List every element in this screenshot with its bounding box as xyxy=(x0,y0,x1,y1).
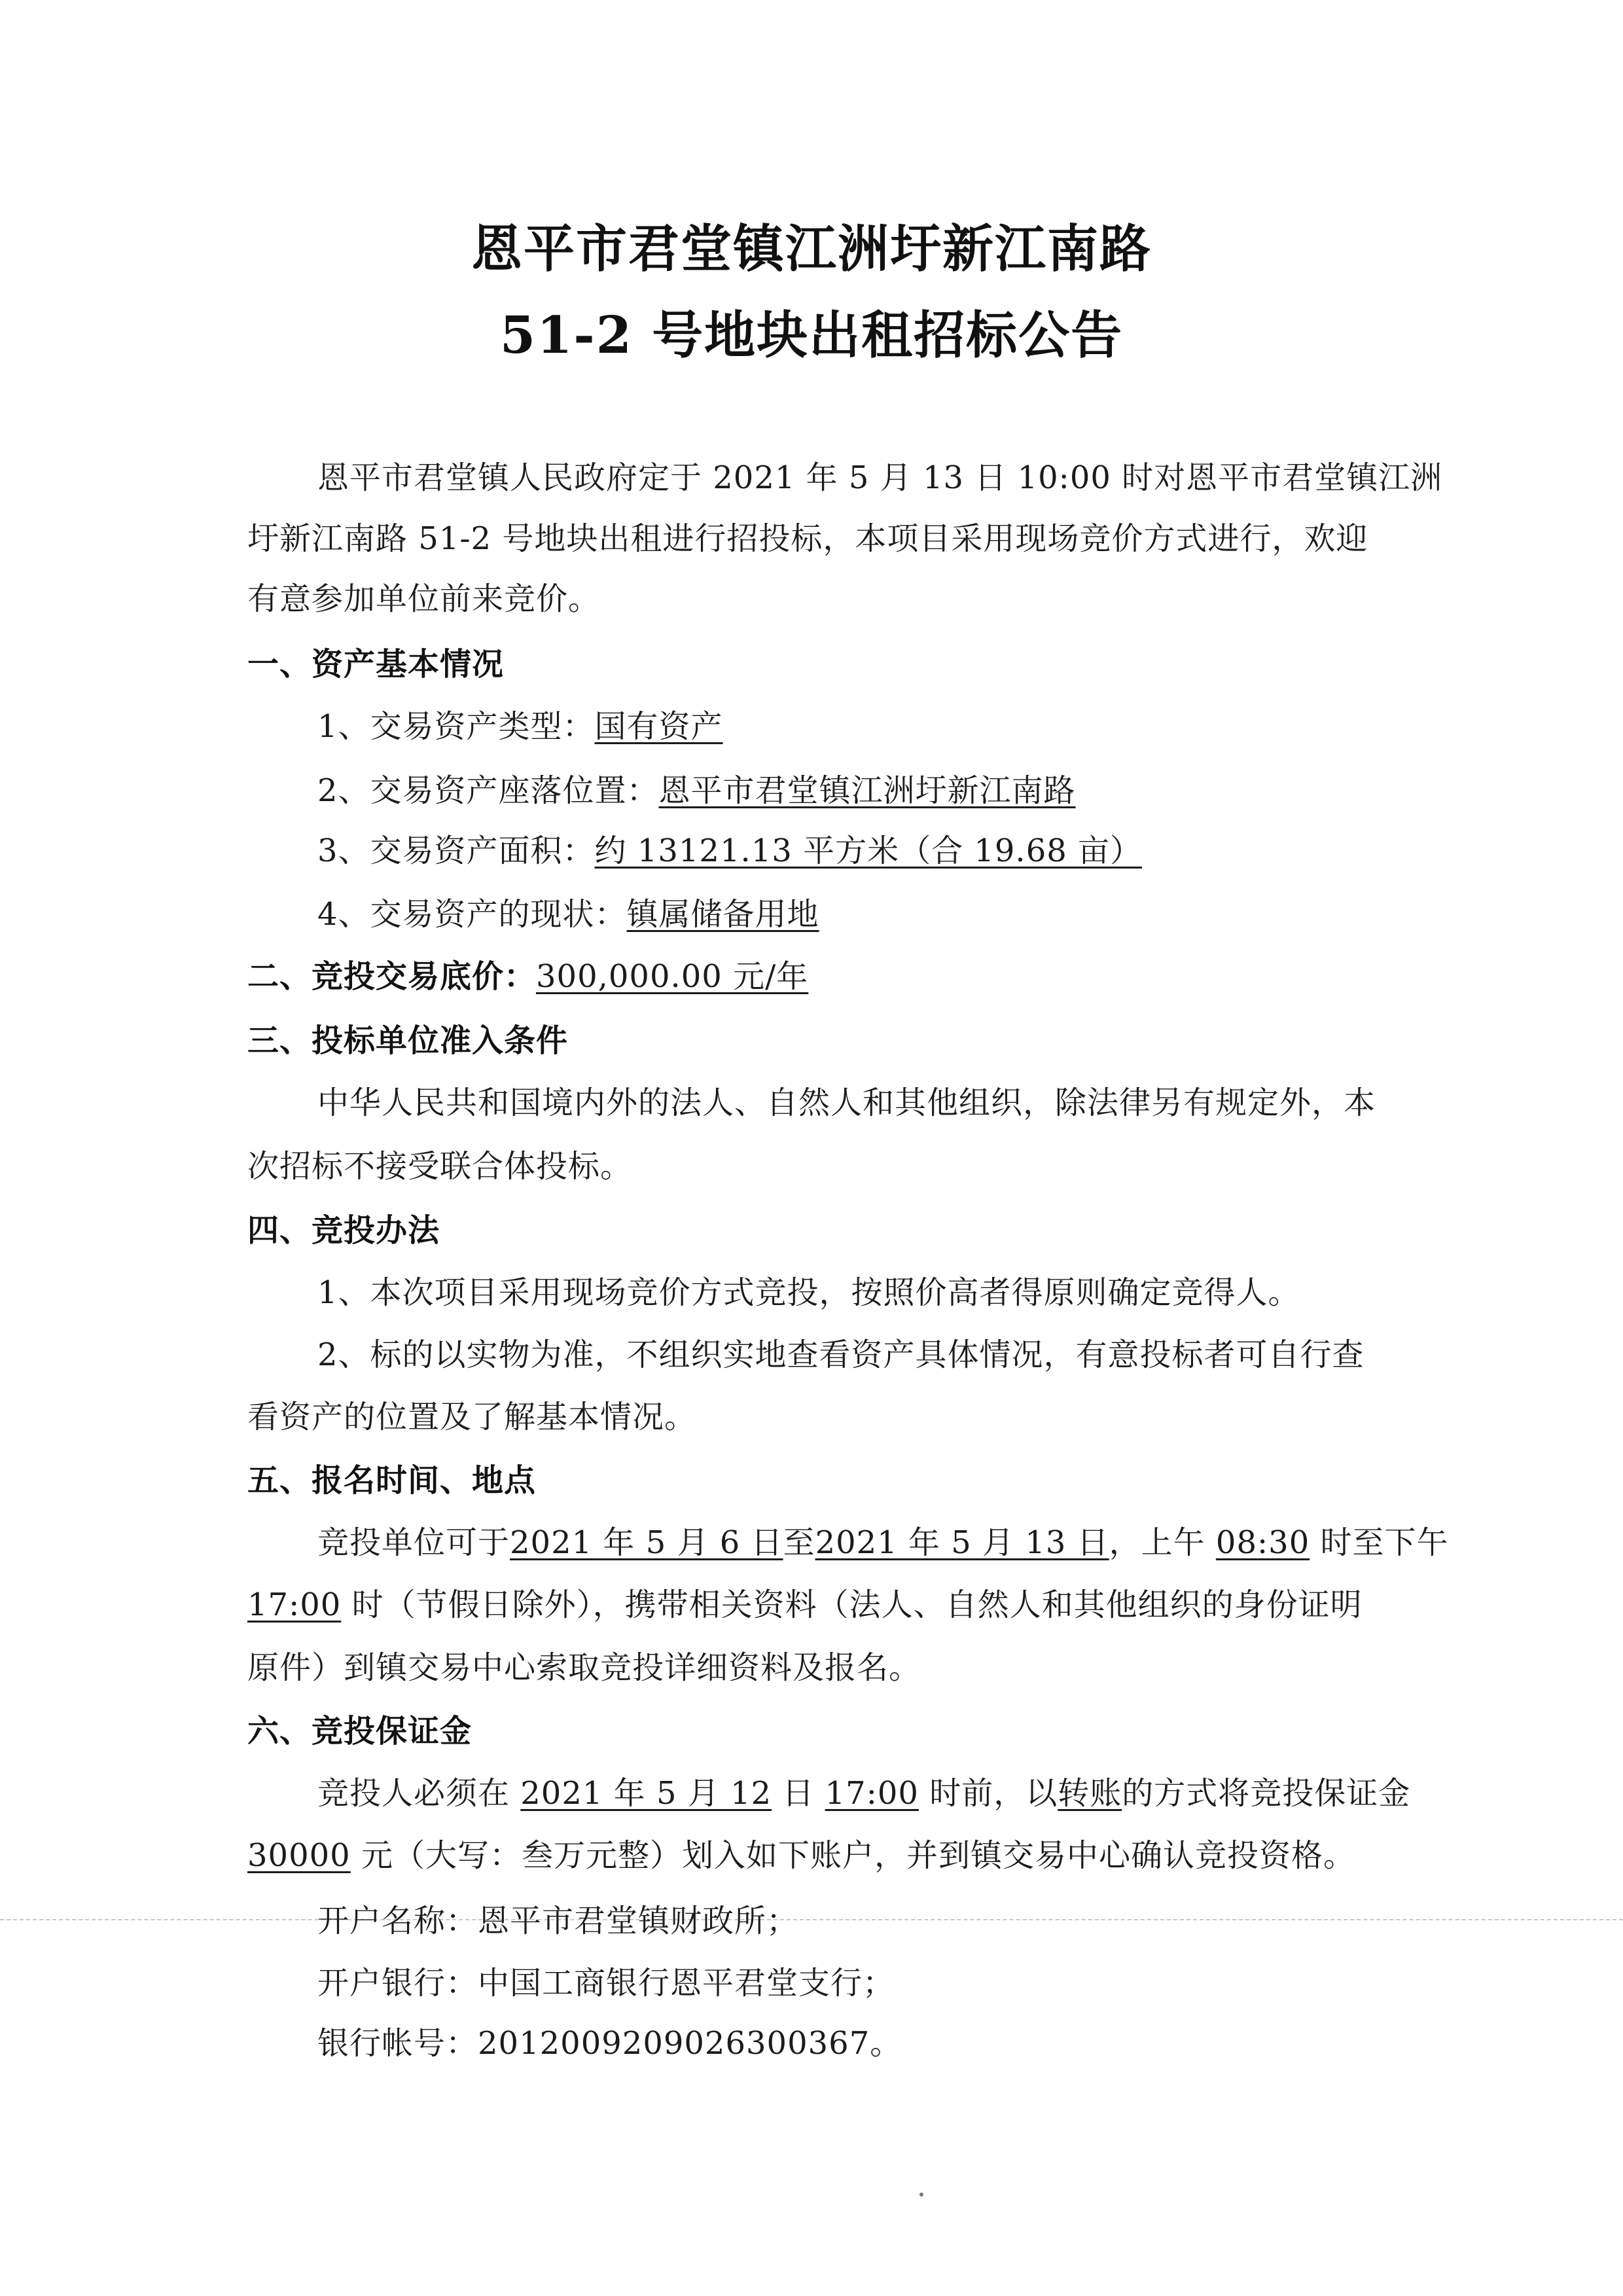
eligibility-line-2: 次招标不接受联合体投标。 xyxy=(247,1148,633,1185)
registration-end-date: 2021 年 5 月 13 日 xyxy=(815,1524,1109,1561)
document-title-line1: 恩平市君堂镇江洲圩新江南路 xyxy=(471,219,1152,279)
bidding-method-line-2: 2、标的以实物为准，不组织实地查看资产具体情况，有意投标者可自行查 xyxy=(317,1336,1364,1373)
deposit-text: 日 xyxy=(772,1775,825,1812)
asset-area-value: 约 13121.13 平方米（合 19.68 亩） xyxy=(594,833,1143,869)
registration-text: 时（节假日除外），携带相关资料（法人、自然人和其他组织的身份证明 xyxy=(341,1587,1363,1623)
asset-status-value: 镇属储备用地 xyxy=(626,896,819,933)
intro-line-1: 恩平市君堂镇人民政府定于 2021 年 5 月 13 日 10:00 时对恩平市君堂镇江洲 xyxy=(317,459,1443,496)
deposit-amount: 30000 xyxy=(247,1837,351,1874)
deposit-deadline-date: 2021 年 5 月 12 xyxy=(520,1775,772,1812)
scan-speck xyxy=(919,2193,923,2197)
section-1-heading: 一、资产基本情况 xyxy=(247,646,505,683)
section-2-heading: 二、竞投交易底价： xyxy=(247,958,537,995)
registration-start-time: 08:30 xyxy=(1215,1524,1310,1561)
scan-fold-line xyxy=(0,1919,1623,1920)
account-number: 银行帐号：2012009209026300367。 xyxy=(317,2025,902,2062)
asset-location-row xyxy=(317,771,1076,810)
asset-area-row xyxy=(317,831,1142,870)
asset-type-value: 国有资产 xyxy=(594,708,723,745)
intro-line-2: 圩新江南路 51-2 号地块出租进行招投标，本项目采用现场竞价方式进行，欢迎 xyxy=(247,520,1368,557)
deposit-line-1 xyxy=(317,1774,1410,1813)
deposit-text: 元（大写：叁万元整）划入如下账户，并到镇交易中心确认竞投资格。 xyxy=(350,1837,1355,1874)
bidding-method-line-1: 1、本次项目采用现场竞价方式竞投，按照价高者得原则确定竞得人。 xyxy=(317,1274,1300,1311)
section-4-heading: 四、竞投办法 xyxy=(247,1212,440,1249)
registration-line-1 xyxy=(317,1523,1449,1562)
deposit-method: 转账 xyxy=(1058,1775,1122,1812)
registration-start-date: 2021 年 5 月 6 日 xyxy=(510,1524,783,1561)
asset-location-value: 恩平市君堂镇江洲圩新江南路 xyxy=(658,772,1076,809)
deposit-text: 竞投人必须在 xyxy=(317,1775,521,1812)
registration-text: 至 xyxy=(783,1524,815,1561)
registration-text: 时至下午 xyxy=(1310,1524,1449,1561)
registration-text: ，上午 xyxy=(1109,1524,1216,1561)
asset-location-label: 2、交易资产座落位置： xyxy=(317,772,659,809)
document-title-line2: 51-2 号地块出租招标公告 xyxy=(499,306,1124,365)
registration-text: 竞投单位可于 xyxy=(317,1524,510,1561)
account-name: 开户名称：恩平市君堂镇财政所； xyxy=(317,1903,799,1939)
asset-status-label: 4、交易资产的现状： xyxy=(317,896,627,933)
intro-line-3: 有意参加单位前来竞价。 xyxy=(247,581,601,617)
section-5-heading: 五、报名时间、地点 xyxy=(247,1462,537,1499)
bidding-method-line-3: 看资产的位置及了解基本情况。 xyxy=(247,1399,697,1435)
asset-status-row xyxy=(317,895,819,934)
registration-end-time: 17:00 xyxy=(247,1587,342,1623)
deposit-line-2 xyxy=(247,1836,1355,1875)
registration-line-2 xyxy=(247,1585,1363,1624)
registration-line-3: 原件）到镇交易中心索取竞投详细资料及报名。 xyxy=(247,1649,921,1686)
asset-type-label: 1、交易资产类型： xyxy=(317,708,595,745)
reserve-price-row xyxy=(247,957,808,996)
section-3-heading: 三、投标单位准入条件 xyxy=(247,1022,569,1059)
deposit-deadline-time: 17:00 xyxy=(825,1775,919,1812)
asset-area-label: 3、交易资产面积： xyxy=(317,833,595,869)
asset-type-row xyxy=(317,707,723,746)
reserve-price-value: 300,000.00 元/年 xyxy=(536,958,809,995)
section-6-heading: 六、竞投保证金 xyxy=(247,1713,473,1749)
account-bank: 开户银行：中国工商银行恩平君堂支行； xyxy=(317,1965,895,2001)
eligibility-line-1: 中华人民共和国境内外的法人、自然人和其他组织，除法律另有规定外，本 xyxy=(317,1085,1376,1121)
deposit-text: 的方式将竞投保证金 xyxy=(1122,1775,1411,1812)
deposit-text: 时前，以 xyxy=(918,1775,1058,1812)
